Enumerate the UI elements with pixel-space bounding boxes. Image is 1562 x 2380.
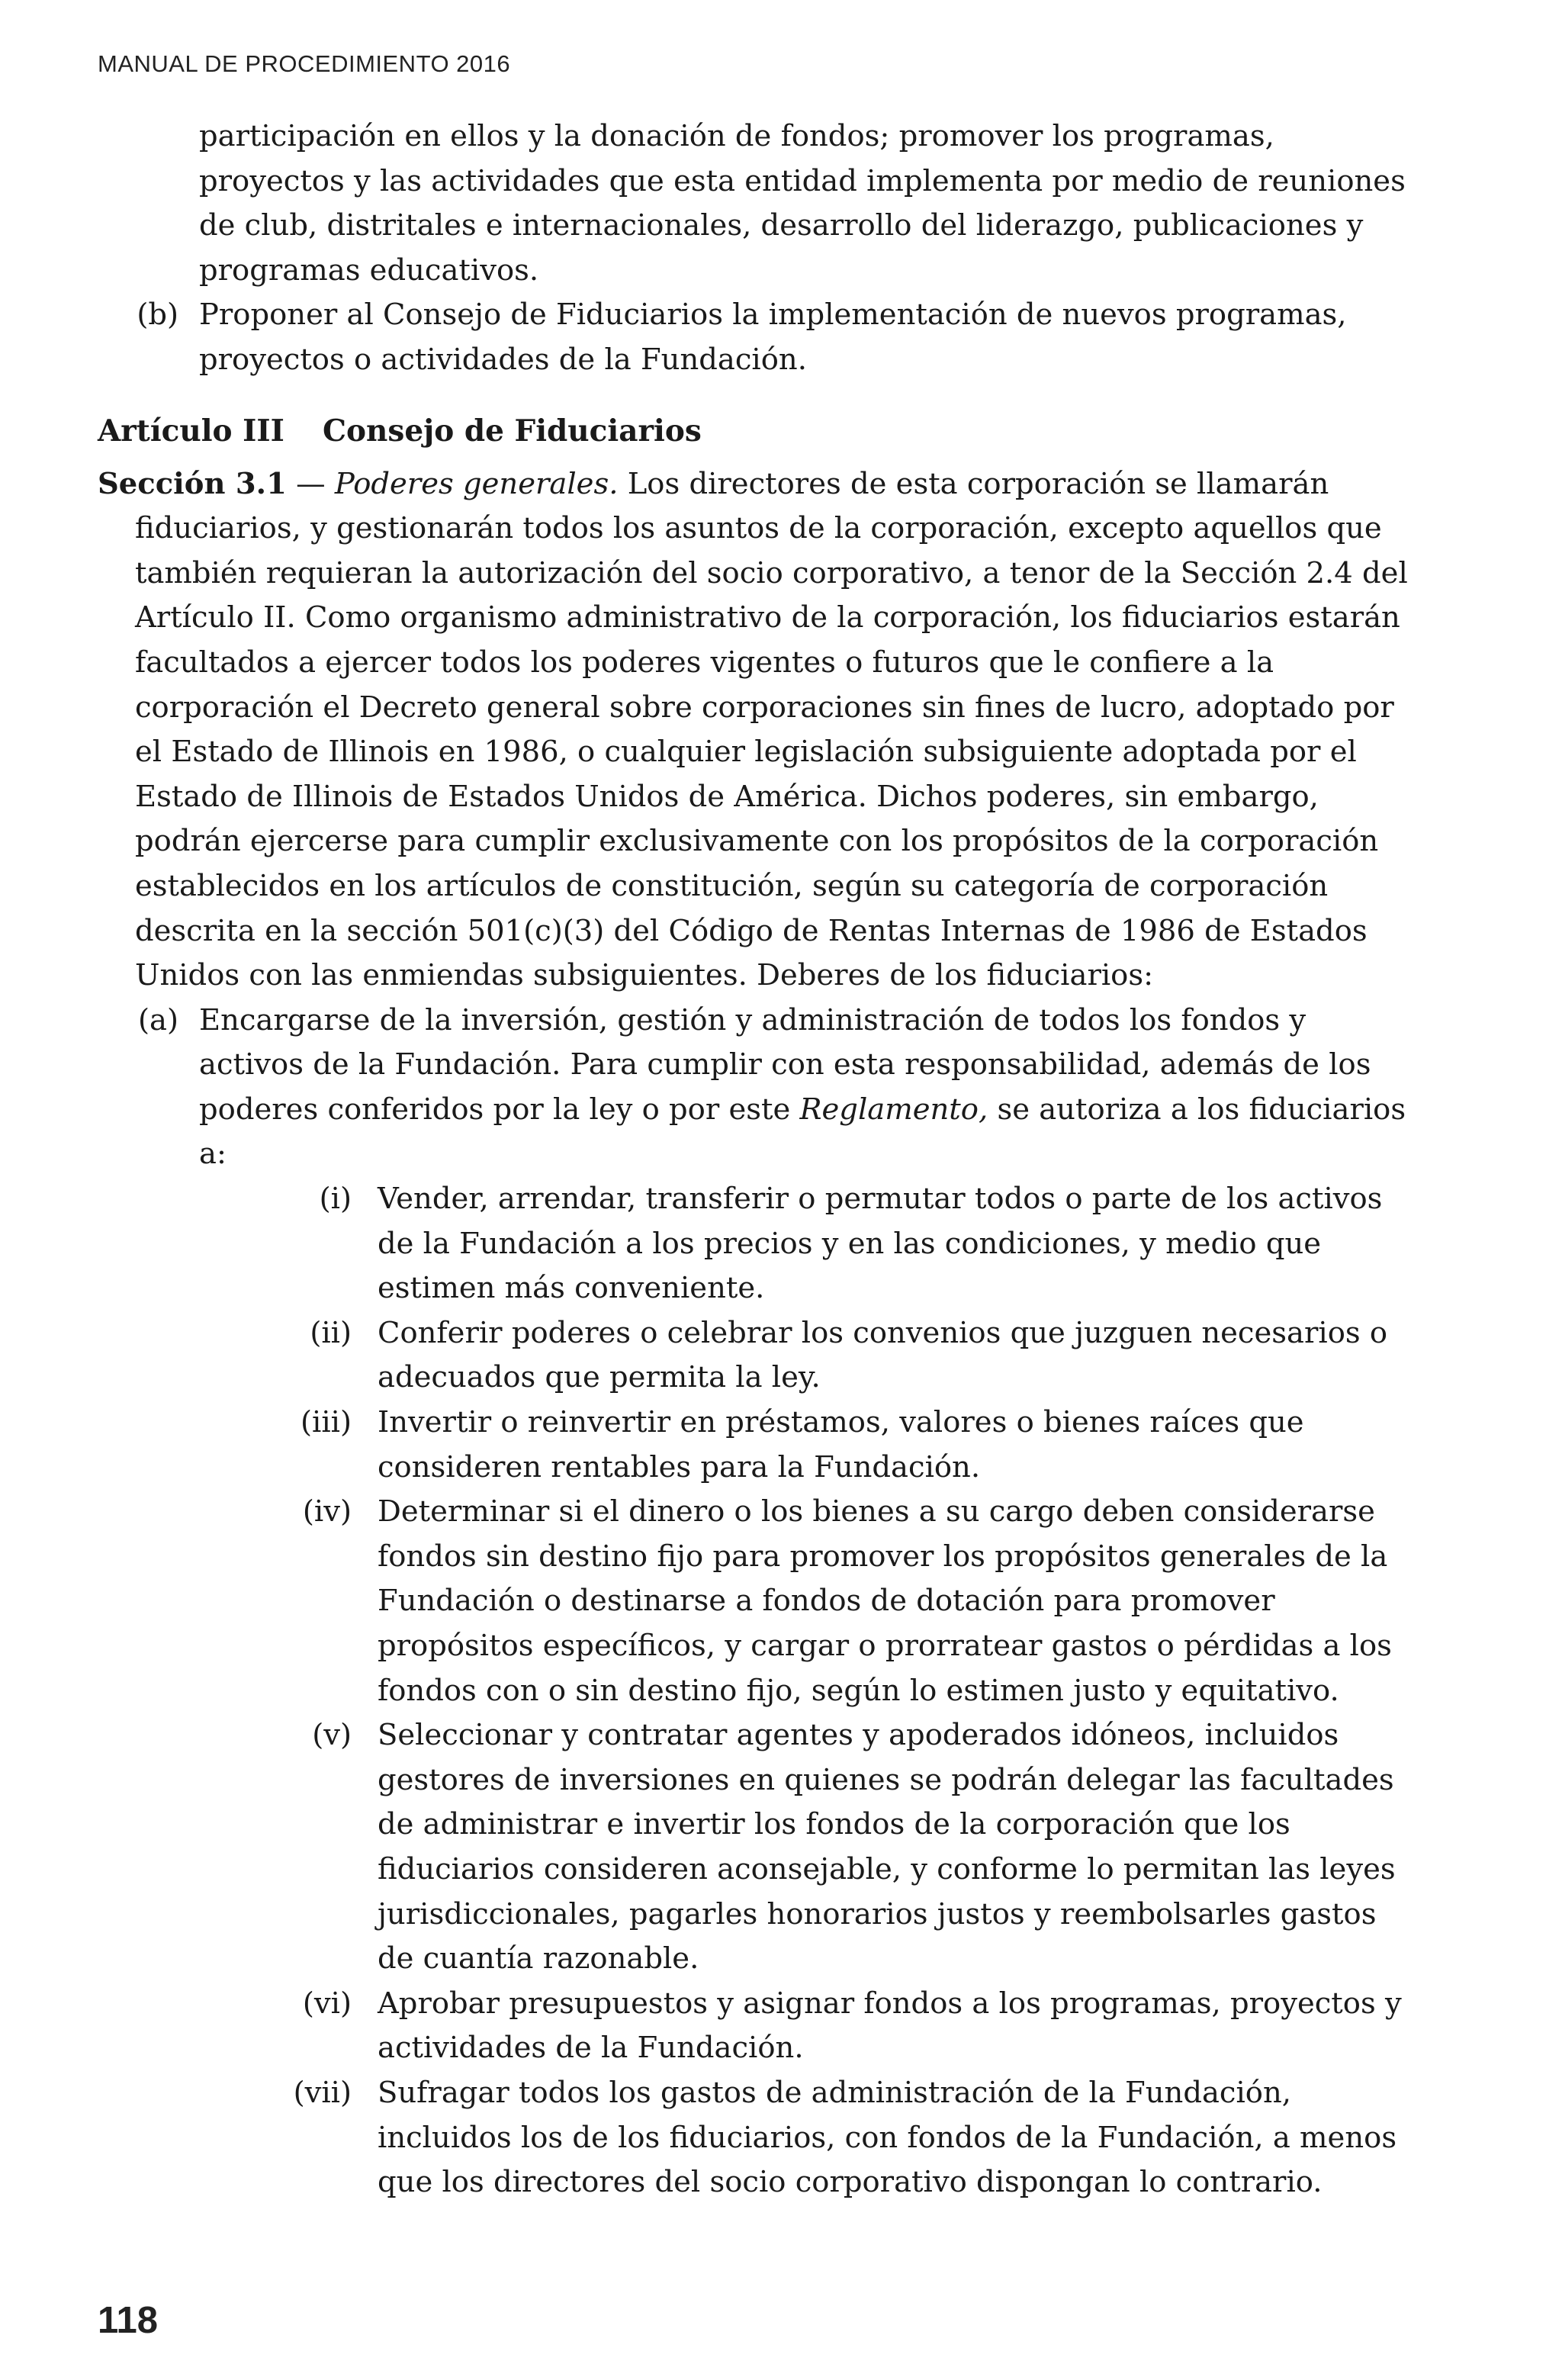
subitem-vi — [98, 1982, 1417, 2071]
subitem-list — [98, 1177, 1417, 2205]
subitem-text: Invertir o reinvertir en préstamos, valores o bienes raíces que consideren rentables para la Fundación. — [378, 1405, 1304, 1484]
subitem-text: Conferir poderes o celebrar los convenios que juzguen necesarios o adecuados que permita la ley. — [378, 1315, 1388, 1395]
subitem-label: (v) — [312, 1718, 352, 1753]
running-head: MANUAL DE PROCEDIMIENTO 2016 — [98, 50, 511, 77]
subitem-label: (vi) — [302, 1986, 352, 2021]
list-item-text — [199, 999, 1417, 1177]
list-item-label: (a) — [138, 1002, 178, 1037]
article-number: Artículo III — [98, 413, 284, 449]
page-content — [98, 114, 1417, 2205]
subitem-label: (iv) — [302, 1494, 352, 1529]
article-title: Consejo de Fiduciarios — [323, 413, 702, 449]
subitem-text: Vender, arrendar, transferir o permutar todos o parte de los activos de la Fundación a los precios y en las condiciones, y medio que estimen más conveniente. — [378, 1182, 1383, 1306]
list-item-text: Proponer al Consejo de Fiduciarios la implementación de nuevos programas, proyectos o actividades de la Fundación. — [199, 298, 1347, 377]
subitem-vii — [98, 2071, 1417, 2205]
list-item-a — [98, 999, 1417, 1177]
continuation-paragraph: participación en ellos y la donación de fondos; promover los programas, proyectos y las actividades que esta entidad implementa por medio de reuniones de club, distritales e internacionales, desarrollo del liderazgo, publicaciones y programas educativos. — [199, 119, 1406, 288]
subitem-ii — [98, 1311, 1417, 1401]
list-item-text-part: se autoriza a los fiduciarios a: — [199, 1092, 1406, 1172]
subitem-v — [98, 1713, 1417, 1982]
subitem-label: (ii) — [310, 1315, 352, 1350]
subitem-label: (vii) — [293, 2075, 352, 2110]
subitem-iii — [98, 1401, 1417, 1490]
section-paragraph — [98, 462, 1417, 999]
section-body: Los directores de esta corporación se llamarán fiduciarios, y gestionarán todos los asuntos de la corporación, excepto aquellos que también requieran la autorización del socio corporativo, a tenor de la Sección 2.4 del Artículo II. Como organismo administrativo de la corporación, los fiduciarios estarán facultados a ejercer todos los poderes vigentes o futuros que le confiere a la corporación el Decreto general sobre corporaciones sin fines de lucro, adoptado por el Estado de Illinois en 1986, o cualquier legislación subsiguiente adoptada por el Estado de Illinois de Estados Unidos de América. Dichos poderes, sin embargo, podrán ejercerse para cumplir exclusivamente con los propósitos de la corporación establecidos en los artículos de constitución, según su categoría de corporación descrita en la sección 501(c)(3) del Código de Rentas Internas de 1986 de Estados Unidos con las enmiendas subsiguientes. Deberes de los fiduciarios: — [135, 466, 1408, 993]
subitem-text: Sufragar todos los gastos de administración de la Fundación, incluidos los de los fiduciarios, con fondos de la Fundación, a menos que los directores del socio corporativo dispongan lo contrario. — [378, 2075, 1397, 2200]
subitem-iv — [98, 1490, 1417, 1713]
subitem-i — [98, 1177, 1417, 1311]
subitem-text: Determinar si el dinero o los bienes a su cargo deben considerarse fondos sin destino fijo para promover los propósitos generales de la Fundación o destinarse a fondos de dotación para promover propósitos específicos, y cargar o prorratear gastos o pérdidas a los fondos con o sin destino fijo, según lo estimen justo y equitativo. — [378, 1494, 1392, 1708]
subitem-text: Seleccionar y contratar agentes y apoderados idóneos, incluidos gestores de inversiones en quienes se podrán delegar las facultades de administrar e invertir los fondos de la corporación que los fiduciarios consideren aconsejable, y conforme lo permitan las leyes jurisdiccionales, pagarles honorarios justos y reembolsarles gastos de cuantía razonable. — [378, 1718, 1396, 1976]
list-item-text-part: Encargarse de la inversión, gestión y administración de todos los fondos y activos de la Fundación. Para cumplir con esta responsabilidad, además de los poderes conferidos por la ley o por este — [199, 1002, 1371, 1127]
subitem-text: Aprobar presupuestos y asignar fondos a los programas, proyectos y actividades de la Fundación. — [378, 1986, 1402, 2066]
section-title: Poderes generales. — [334, 466, 619, 501]
page-number: 118 — [98, 2300, 159, 2341]
subitem-label: (i) — [319, 1182, 352, 1217]
list-item-b — [98, 293, 1417, 382]
list-item-label: (b) — [137, 298, 178, 333]
subitem-label: (iii) — [301, 1405, 352, 1440]
section-dash: — — [286, 466, 335, 501]
reglamento-italic: Reglamento, — [799, 1092, 988, 1127]
section-number: Sección 3.1 — [98, 466, 287, 501]
article-heading — [98, 409, 1417, 453]
